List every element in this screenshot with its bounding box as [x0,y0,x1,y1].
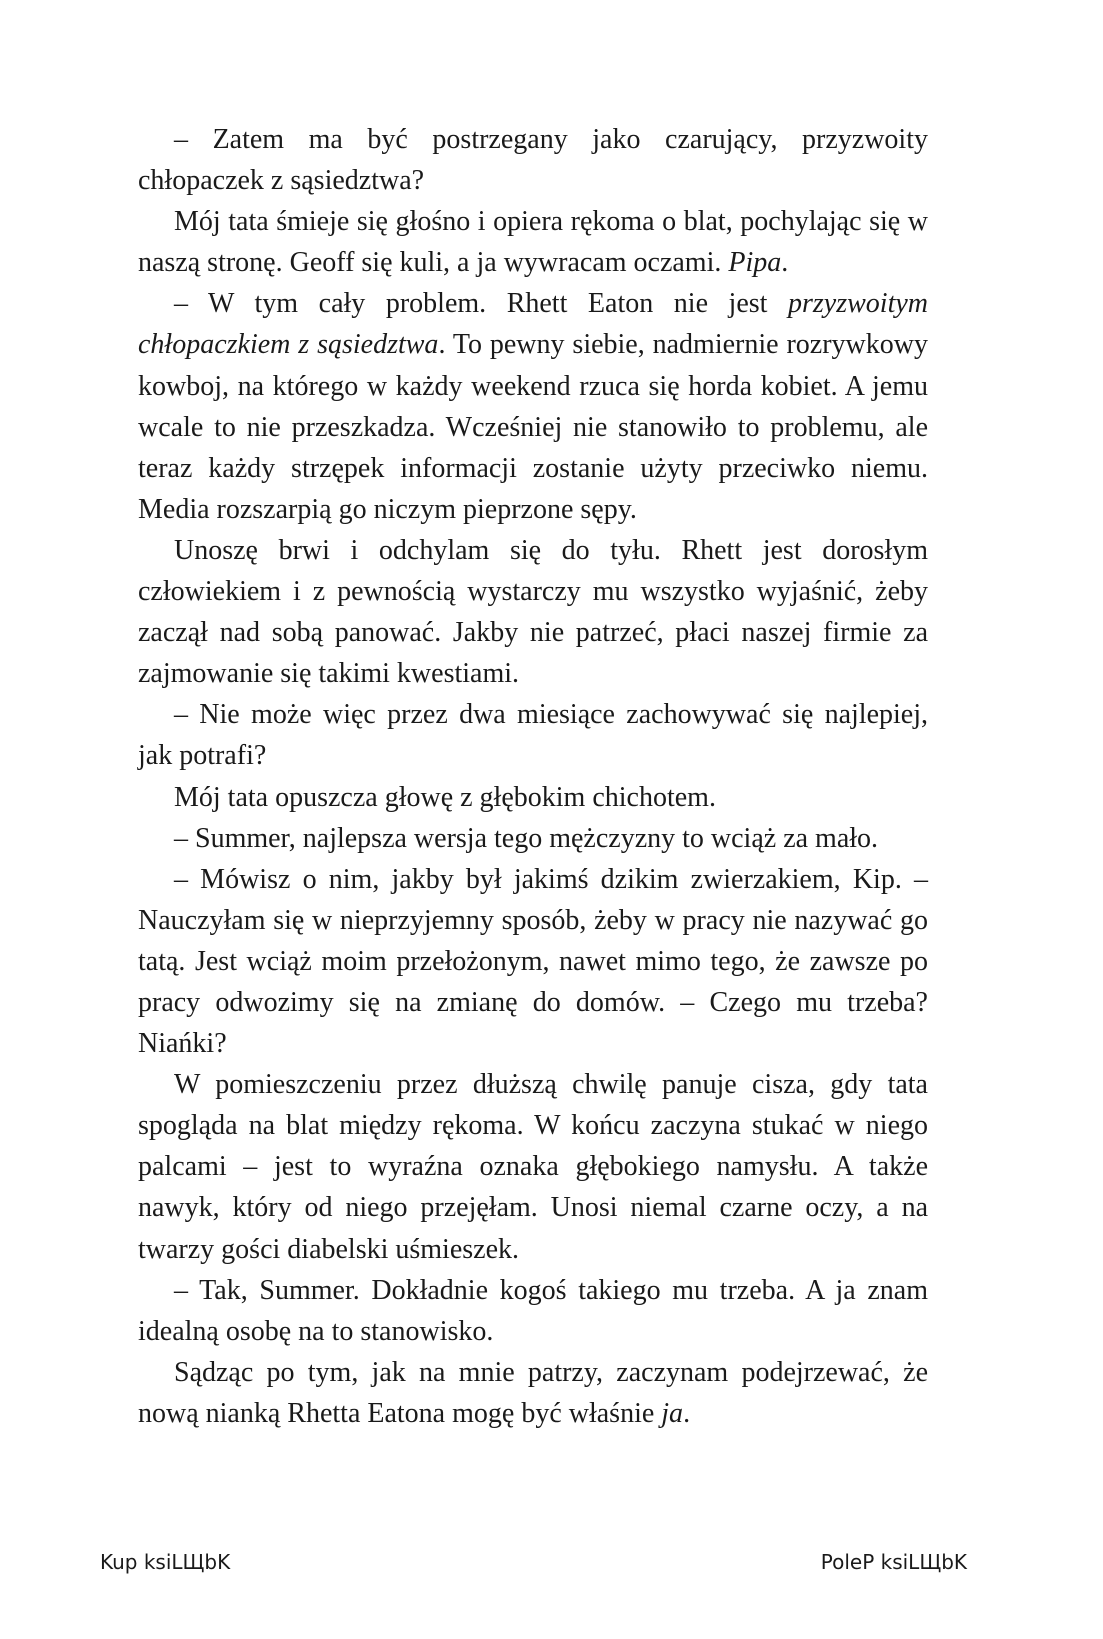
paragraph [138,1352,928,1434]
text-run: W pomieszczeniu przez dłuższą chwilę panuje cisza, gdy tata spogląda na blat między rękoma. W końcu zaczyna stukać w niego palcami – jest to wyraźna oznaka głębokiego namysłu. A także nawyk, który od niego przejęłam. Unosi niemal czarne oczy, a na twarzy gości diabelski uśmieszek. [138,1069,928,1265]
buy-book-link[interactable]: Kup ksiLЩbK [100,1550,231,1574]
paragraph [138,818,928,859]
text-run: . [683,1397,691,1429]
text-run: . [781,247,789,279]
text-run: – Zatem ma być postrzegany jako czarujący, przyzwoity chłopaczek z sąsiedztwa? [138,124,928,197]
text-run: Mój tata śmieje się głośno i opiera rękoma o blat, pochylając się w naszą stronę. Geoff się kuli, a ja wywracam oczami. [138,206,928,279]
italic-text: ja [661,1397,684,1429]
text-run: – Summer, najlepsza wersja tego mężczyzny to wciąż za mało. [174,822,879,854]
paragraph [138,859,928,1064]
text-run: – Nie może więc przez dwa miesiące zachowywać się najlepiej, jak potrafi? [138,699,928,772]
paragraph [138,777,928,818]
paragraph [138,283,928,530]
text-run: Unoszę brwi i odchylam się do tyłu. Rhett jest dorosłym człowiekiem i z pewnością wystarczy mu wszystko wyjaśnić, żeby zaczął nad sobą panować. Jakby nie patrzeć, płaci naszej firmie za zajmowanie się takimi kwestiami. [138,534,928,690]
paragraph [138,1270,928,1352]
paragraph [138,1064,928,1269]
paragraph [138,694,928,776]
text-run: Sądząc po tym, jak na mnie patrzy, zaczynam podejrzewać, że nową nianką Rhetta Eatona mogę być właśnie [138,1356,928,1429]
recommend-book-link[interactable]: PoleP ksiLЩbK [820,1550,967,1574]
text-run: – Mówisz o nim, jakby był jakimś dzikim zwierzakiem, Kip. – Nauczyłam się w nieprzyjemny sposób, żeby w pracy nie nazywać go tatą. Jest wciąż moim przełożonym, nawet mimo tego, że zawsze po pracy odwozimy się na zmianę do domów. – Czego mu trzeba? Niańki? [138,863,928,1060]
text-run: – Tak, Summer. Dokładnie kogoś takiego mu trzeba. A ja znam idealną osobę na to stanowisko. [138,1274,928,1347]
book-page-text [138,119,928,1434]
text-run: Mój tata opuszcza głowę z głębokim chichotem. [174,781,716,813]
paragraph [138,119,928,201]
paragraph [138,530,928,694]
text-run: . To pewny siebie, nadmiernie rozrywkowy kowboj, na którego w każdy weekend rzuca się horda kobiet. A jemu wcale to nie przeszkadza. Wcześniej nie stanowiło to problemu, ale teraz każdy strzępek informacji zostanie użyty przeciwko niemu. Media rozszarpią go niczym pieprzone sępy. [138,329,928,525]
italic-text: przyzwoitym chłopaczkiem z sąsiedztwa [138,288,928,361]
italic-text: Pipa [728,247,782,279]
text-run: – W tym cały problem. Rhett Eaton nie jest [174,288,788,320]
paragraph [138,201,928,283]
